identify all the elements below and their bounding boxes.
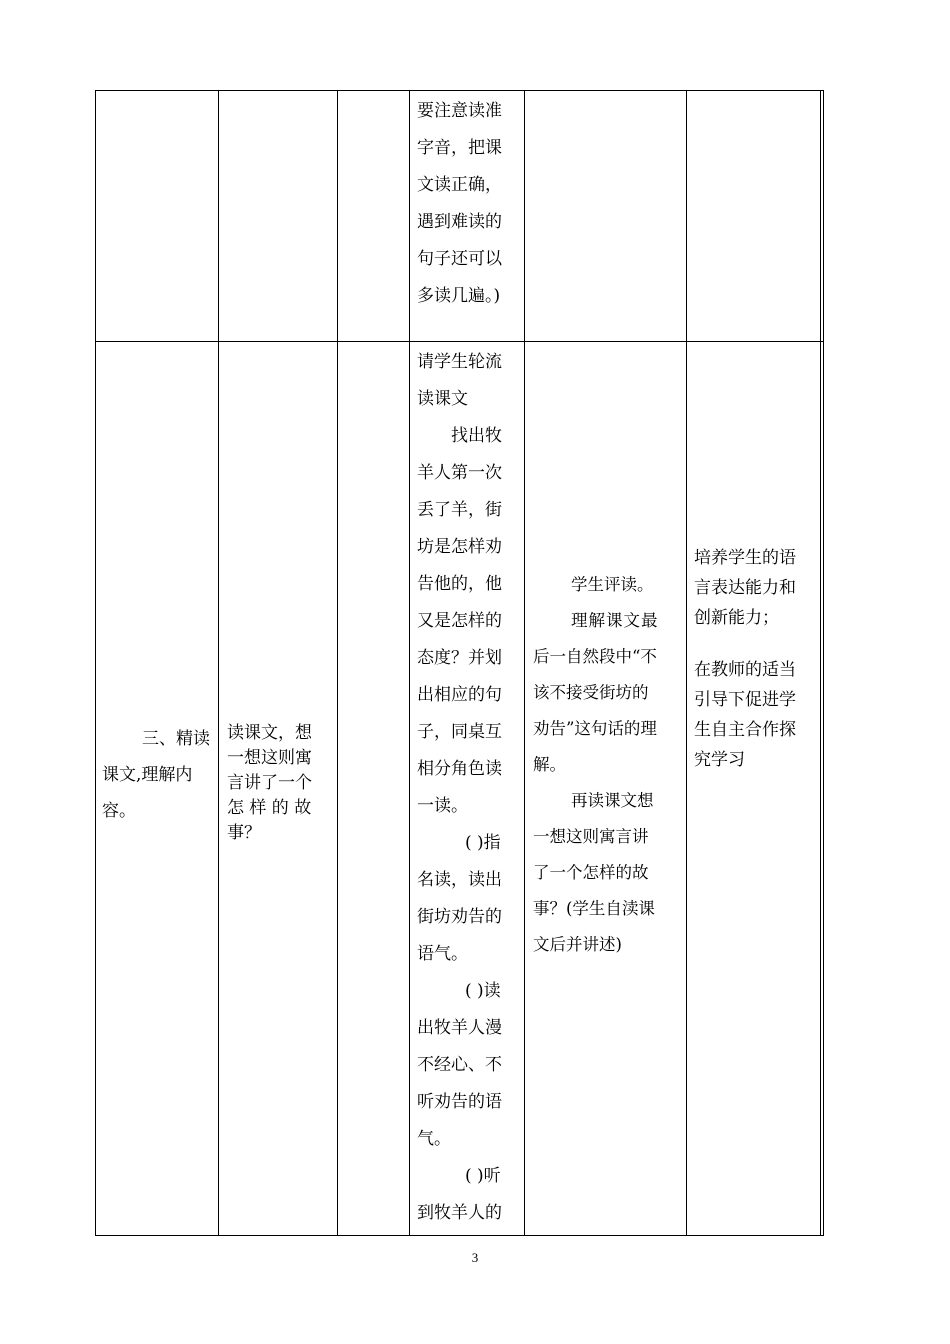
text-line: 请学生轮流	[417, 352, 502, 372]
text-line: 坊是怎样劝	[417, 537, 502, 557]
text-line: 句子还可以	[417, 249, 502, 269]
text-line: 怎 样 的 故	[227, 798, 312, 818]
text-line: 要注意读准	[417, 101, 502, 121]
column-divider	[409, 91, 410, 1235]
page-number: 3	[471, 1250, 479, 1265]
text-line: 丢了羊，街	[417, 500, 502, 520]
row2-student-cell	[533, 567, 685, 963]
text-line: 后一自然段中“不	[533, 647, 657, 666]
text-line: 告他的，他	[417, 574, 502, 594]
text-line: 字音，把课	[417, 138, 502, 158]
text-line: 一想这则寓	[227, 748, 312, 768]
column-divider	[337, 91, 338, 1235]
column-divider	[820, 91, 821, 1235]
text-line: 气。	[417, 1129, 451, 1149]
text-line: 究学习	[694, 750, 745, 770]
row2-task-cell	[227, 721, 335, 846]
text-line: 出牧羊人漫	[417, 1018, 502, 1038]
text-line: 又是怎样的	[417, 611, 502, 631]
text-line: 言讲了一个	[227, 773, 312, 793]
row2-activity-cell	[417, 344, 523, 1232]
text-line: 文后并讲述)	[533, 935, 622, 954]
lesson-plan-table	[95, 90, 824, 1236]
row-divider	[96, 341, 823, 342]
text-line: 事？(学生自渎课	[533, 899, 655, 918]
text-line: 学生评读。	[571, 575, 654, 594]
text-line: 到牧羊人的	[417, 1203, 502, 1223]
column-divider	[686, 91, 687, 1235]
row2-purpose-cell	[694, 543, 819, 775]
text-line: 语气。	[417, 944, 468, 964]
text-line: 羊人第一次	[417, 463, 502, 483]
text-line: 出相应的句	[417, 685, 502, 705]
text-line: 创新能力；	[694, 608, 779, 628]
text-line: 找出牧	[451, 426, 502, 446]
text-line: 在教师的适当	[694, 660, 796, 680]
spacer	[694, 633, 819, 655]
text-line: 不经心、不	[417, 1055, 502, 1075]
text-line: 引导下促进学	[694, 690, 796, 710]
row2-step-cell	[102, 721, 216, 829]
text-line: ( )听	[465, 1166, 501, 1186]
text-line: 子，同桌互	[417, 722, 502, 742]
text-line: 相分角色读	[417, 759, 502, 779]
text-line: 解。	[533, 755, 566, 774]
text-line: 培养学生的语	[694, 548, 796, 568]
text-line: 课文,理解内	[102, 765, 193, 785]
text-line: 生自主合作探	[694, 720, 796, 740]
text-line: 名读，读出	[417, 870, 502, 890]
text-line: 遇到难读的	[417, 212, 502, 232]
text-line: 再读课文想	[571, 791, 654, 810]
text-line: 言表达能力和	[694, 578, 796, 598]
text-line: 读课文，想	[227, 723, 312, 743]
text-line: 三、精读	[142, 729, 210, 749]
text-line: 了一个怎样的故	[533, 863, 649, 882]
text-line: ( )指	[465, 833, 501, 853]
text-line: 文读正确，	[417, 175, 502, 195]
text-line: 态度？并划	[417, 648, 502, 668]
text-line: 多读几遍。)	[417, 286, 501, 306]
text-line: ( )读	[465, 981, 501, 1001]
text-line: 容。	[102, 801, 136, 821]
text-line: 理解课文最	[571, 611, 659, 630]
column-divider	[524, 91, 525, 1235]
text-line: 该不接受街坊的	[533, 683, 649, 702]
text-line: 听劝告的语	[417, 1092, 502, 1112]
row1-activity-cell	[417, 93, 523, 315]
text-line: 一想这则寓言讲	[533, 827, 649, 846]
text-line: 事？	[227, 823, 261, 843]
column-divider	[218, 91, 219, 1235]
text-line: 一读。	[417, 796, 468, 816]
text-line: 劝告”这句话的理	[533, 719, 657, 738]
text-line: 读课文	[417, 389, 468, 409]
text-line: 街坊劝告的	[417, 907, 502, 927]
